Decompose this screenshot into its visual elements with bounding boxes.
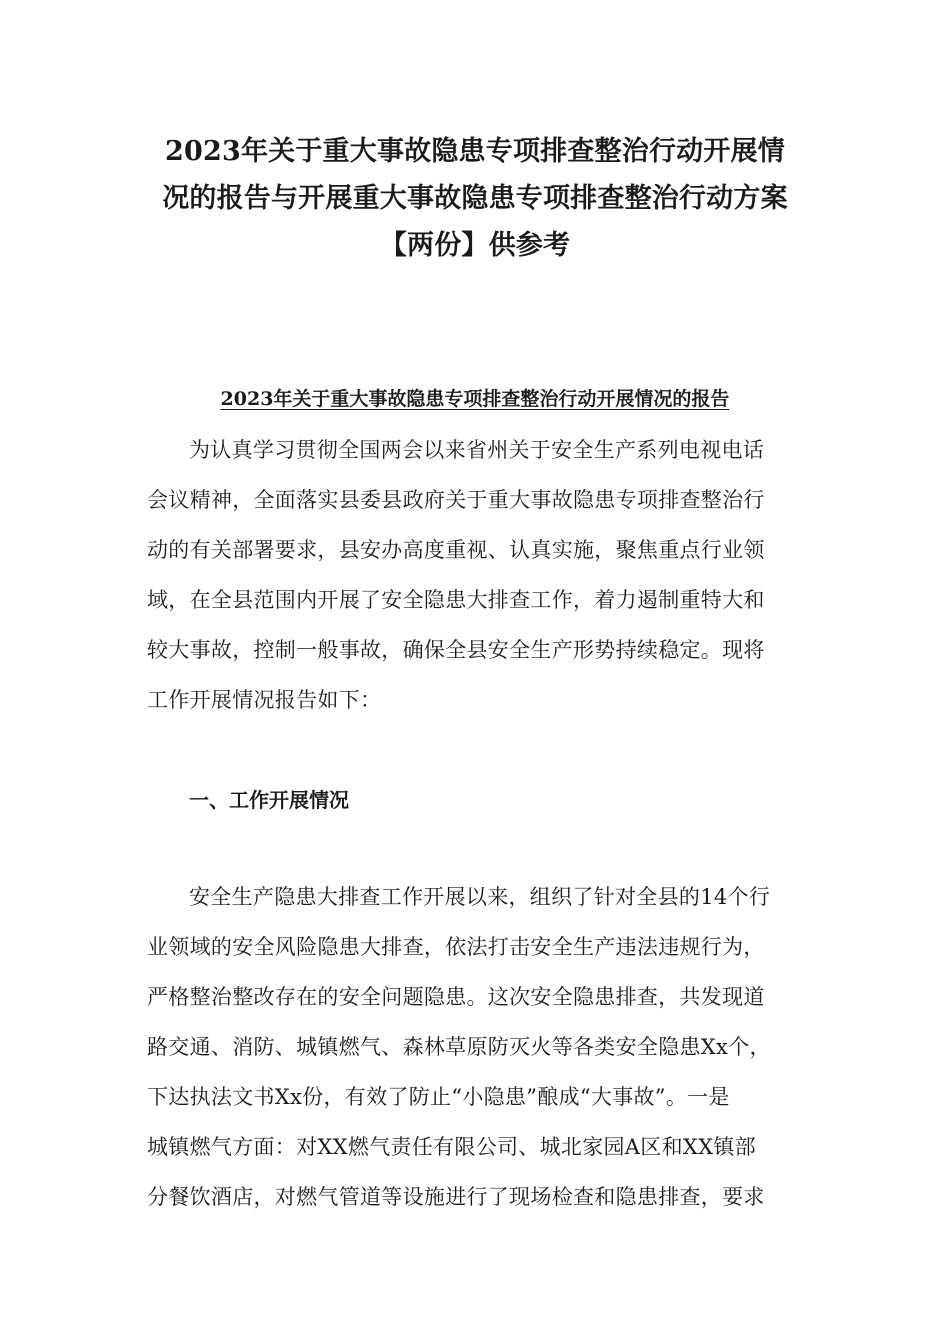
paragraph-line: 安全生产隐患大排查工作开展以来，组织了针对全县的14个行 [189, 885, 771, 909]
section-paragraph [147, 872, 812, 1222]
paragraph-line: 严格整治整改存在的安全问题隐患。这次安全隐患排查，共发现道 [147, 985, 765, 1009]
paragraph-line: 路交通、消防、城镇燃气、森林草原防灭火等各类安全隐患Xx个， [147, 1035, 771, 1059]
paragraph-line: 为认真学习贯彻全国两会以来省州关于安全生产系列电视电话 [189, 438, 765, 462]
paragraph-line: 下达执法文书Xx份，有效了防止“小隐患”酿成“大事故”。一是 [147, 1085, 730, 1109]
paragraph-line: 城镇燃气方面：对XX燃气责任有限公司、城北家园A区和XX镇部 [147, 1135, 756, 1159]
title-line: 2023年关于重大事故隐患专项排查整治行动开展情 [165, 136, 785, 167]
paragraph-line: 分餐饮酒店，对燃气管道等设施进行了现场检查和隐患排查，要求 [147, 1185, 765, 1209]
paragraph-line: 较大事故，控制一般事故，确保全县安全生产形势持续稳定。现将 [147, 638, 765, 662]
paragraph-line: 工作开展情况报告如下： [147, 688, 382, 712]
section-heading: 一、工作开展情况 [189, 788, 349, 812]
report-subtitle: 2023年关于重大事故隐患专项排查整治行动开展情况的报告 [220, 388, 730, 410]
paragraph-line: 域，在全县范围内开展了安全隐患大排查工作，着力遏制重特大和 [147, 588, 765, 612]
paragraph-line: 业领域的安全风险隐患大排查，依法打击安全生产违法违规行为， [147, 935, 765, 959]
title-line: 【两份】供参考 [379, 230, 571, 261]
intro-paragraph [147, 425, 812, 725]
paragraph-line: 会议精神，全面落实县委县政府关于重大事故隐患专项排查整治行 [147, 488, 765, 512]
title-line: 况的报告与开展重大事故隐患专项排查整治行动方案 [162, 183, 788, 214]
document-title [130, 128, 820, 269]
paragraph-line: 动的有关部署要求，县安办高度重视、认真实施，聚焦重点行业领 [147, 538, 765, 562]
